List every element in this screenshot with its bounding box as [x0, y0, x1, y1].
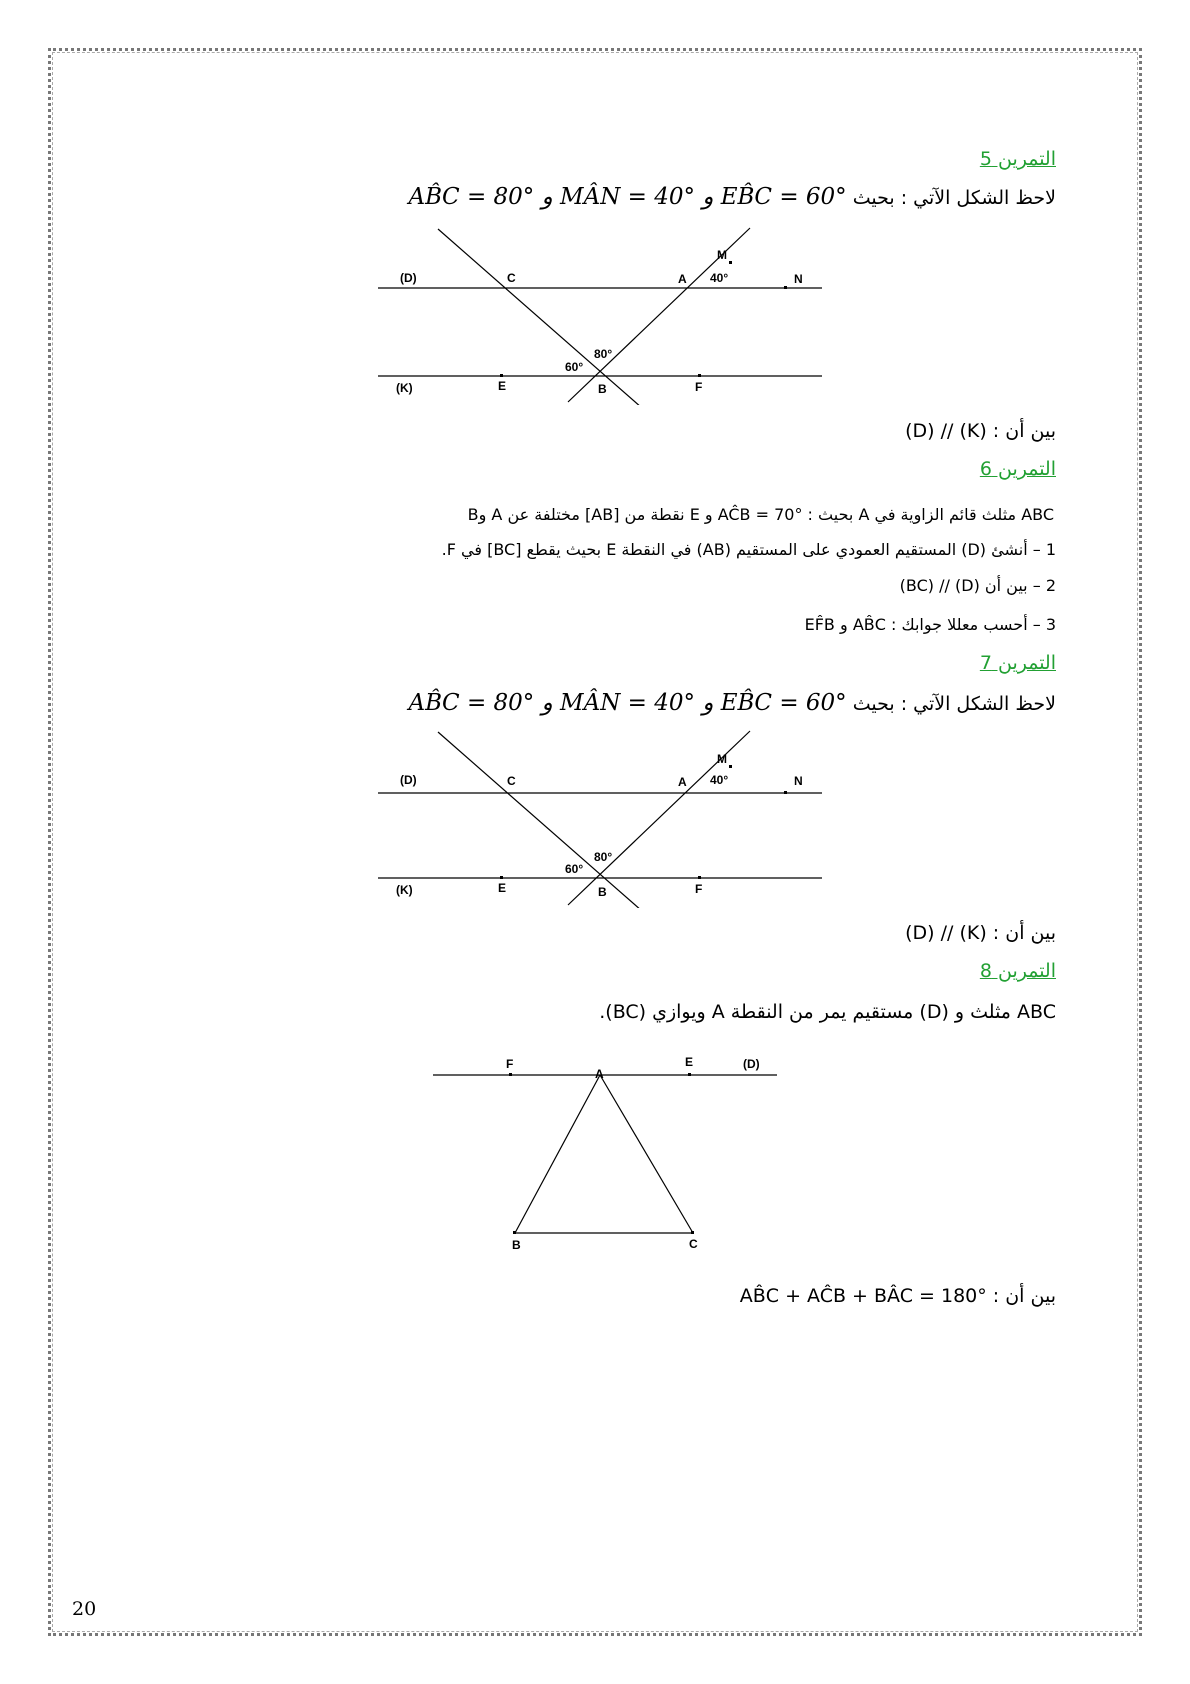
page-number: 20	[72, 1598, 97, 1620]
point-n	[784, 791, 787, 794]
label-n: N	[794, 272, 803, 286]
exercise-6-title: التمرين 6	[979, 458, 1056, 480]
label-d: (D)	[400, 773, 417, 787]
label-a: A	[595, 1067, 604, 1081]
exercise-5-statement	[409, 184, 1056, 210]
point-m	[729, 261, 732, 264]
side-ab	[515, 1075, 600, 1233]
exercise-7-question: بين أن : (K) // (D)	[905, 922, 1056, 944]
exercise-5-question: بين أن : (K) // (D)	[905, 420, 1056, 442]
label-f: F	[506, 1057, 514, 1071]
exercise-8-statement: ABC مثلث و (D) مستقيم يمر من النقطة A ويوازي (BC).	[599, 1001, 1056, 1023]
line-cb	[438, 229, 642, 405]
label-d: (D)	[400, 271, 417, 285]
label-c: C	[689, 1237, 698, 1251]
exercise-8-question: بين أن : AB̂C + AĈB + BÂC = 180°	[739, 1285, 1056, 1307]
label-k: (K)	[396, 883, 413, 897]
label-n: N	[794, 774, 803, 788]
label-d: (D)	[743, 1057, 760, 1071]
line-cb	[438, 732, 642, 908]
exercise-6-line-4: 3 – أحسب معللا جوابك : AB̂C و EF̂B	[804, 615, 1056, 634]
label-f: F	[695, 882, 703, 896]
label-f: F	[695, 380, 703, 394]
exercise-5-title: التمرين 5	[979, 148, 1056, 170]
exercise-6-line-2: 1 – أنشئ (D) المستقيم العمودي على المستقيم (AB) في النقطة E بحيث يقطع [BC] في F.	[441, 540, 1056, 559]
label-e: E	[498, 379, 507, 393]
exercise-8-title: التمرين 8	[979, 960, 1056, 982]
label-c: C	[507, 271, 516, 285]
exercise-7-math: AB̂C = 80° و MÂN = 40° و EB̂C = 60°	[408, 690, 847, 716]
point-f	[698, 374, 701, 377]
point-e	[500, 876, 503, 879]
point-b	[513, 1231, 516, 1234]
label-b: B	[512, 1238, 521, 1252]
point-e	[688, 1073, 691, 1076]
figure-triangle	[425, 1048, 785, 1258]
label-angle-60: 60°	[565, 360, 584, 374]
exercise-7-statement	[409, 690, 1056, 716]
label-angle-80: 80°	[594, 347, 613, 361]
label-e: E	[498, 881, 507, 895]
label-angle-80: 80°	[594, 850, 613, 864]
label-e: E	[685, 1055, 694, 1069]
label-a: A	[678, 272, 687, 286]
label-angle-40: 40°	[710, 773, 729, 787]
label-c: C	[507, 774, 516, 788]
exercise-5-math: AB̂C = 80° و MÂN = 40° و EB̂C = 60°	[408, 184, 847, 210]
exercise-5-statement-text: لاحظ الشكل الآتي : بحيث	[852, 187, 1056, 209]
point-n	[784, 286, 787, 289]
exercise-6-line-3: 2 – بين أن (D) // (BC)	[899, 576, 1056, 595]
exercise-7-statement-text: لاحظ الشكل الآتي : بحيث	[852, 693, 1056, 715]
label-angle-60: 60°	[565, 862, 584, 876]
side-ac	[600, 1075, 693, 1233]
exercise-7-title: التمرين 7	[979, 652, 1056, 674]
point-m	[729, 765, 732, 768]
label-angle-40: 40°	[710, 271, 729, 285]
label-b: B	[598, 885, 607, 899]
label-m: M	[717, 248, 727, 262]
figure-parallel-lines-1	[370, 225, 830, 405]
label-k: (K)	[396, 381, 413, 395]
label-a: A	[678, 775, 687, 789]
point-f	[509, 1073, 512, 1076]
point-c	[691, 1231, 694, 1234]
exercise-6-line-1: ABC مثلث قائم الزاوية في A بحيث : AĈB = 70° و E نقطة من [AB] مختلفة عن A وB	[467, 505, 1054, 524]
point-e	[500, 374, 503, 377]
label-b: B	[598, 382, 607, 396]
label-m: M	[717, 752, 727, 766]
figure-parallel-lines-2	[370, 728, 830, 908]
point-f	[698, 876, 701, 879]
